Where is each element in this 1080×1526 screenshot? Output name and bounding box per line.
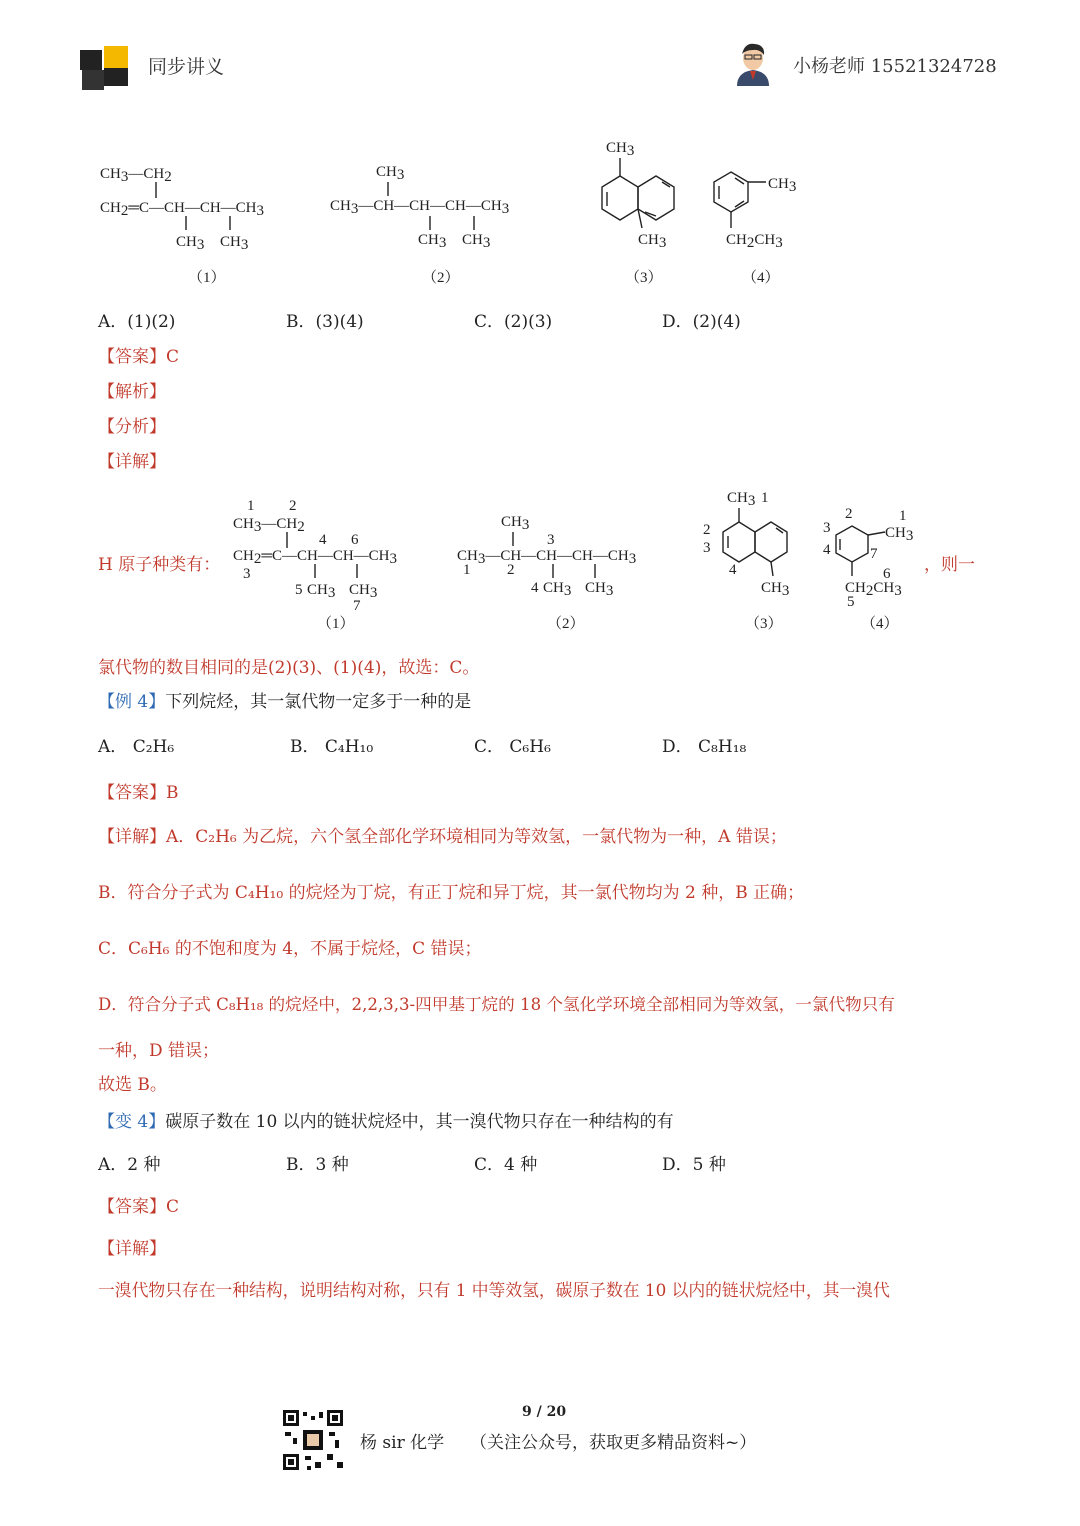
svg-text:1: 1 bbox=[247, 498, 255, 514]
ex3-analysis: 【解析】 bbox=[98, 382, 166, 402]
logo bbox=[80, 42, 136, 90]
option-b: B．(3)(4) bbox=[286, 312, 364, 332]
qr-code bbox=[281, 1408, 345, 1472]
var4-option-d: D．5 种 bbox=[662, 1155, 726, 1175]
svg-text:CH3: CH3 bbox=[307, 582, 336, 601]
var4-option-c: C．4 种 bbox=[474, 1155, 538, 1175]
svg-text:2: 2 bbox=[507, 562, 515, 578]
header-title: 同步讲义 bbox=[148, 56, 225, 78]
svg-text:CH3—CH—CH—CH—CH3: CH3—CH—CH—CH—CH3 bbox=[330, 198, 510, 217]
svg-text:CH3: CH3 bbox=[220, 234, 249, 253]
ex4-answer: 【答案】B bbox=[98, 783, 179, 803]
ex4-detail-d2: 一种，D 错误； bbox=[98, 1041, 220, 1061]
question-structures bbox=[90, 132, 990, 292]
svg-text:4: 4 bbox=[729, 562, 737, 578]
ex4-option-c: C． C₆H₆ bbox=[474, 737, 551, 757]
var4-answer: 【答案】C bbox=[98, 1197, 180, 1217]
ex3-then: ，则一 bbox=[924, 555, 975, 575]
option-c: C．(2)(3) bbox=[474, 312, 553, 332]
var4-explain: 一溴代物只存在一种结构，说明结构对称，只有 1 中等效氢，碳原子数在 10 以内的链状烷烃中，其一溴代 bbox=[98, 1280, 890, 1300]
footer-brand: 杨 sir 化学 bbox=[360, 1433, 445, 1453]
svg-text:1: 1 bbox=[761, 490, 769, 506]
svg-text:CH3: CH3 bbox=[585, 580, 614, 599]
svg-text:CH3—CH2: CH3—CH2 bbox=[100, 166, 172, 185]
svg-text:CH3—CH2: CH3—CH2 bbox=[233, 516, 305, 535]
svg-text:CH2CH3: CH2CH3 bbox=[726, 232, 783, 251]
svg-text:4: 4 bbox=[531, 580, 539, 596]
svg-text:CH3—CH—CH—CH—CH3: CH3—CH—CH—CH—CH3 bbox=[457, 548, 637, 567]
caption-4: （4） bbox=[742, 270, 780, 286]
svg-text:（3）: （3） bbox=[745, 616, 783, 632]
svg-text:CH3: CH3 bbox=[761, 580, 790, 599]
ex4-question-text: 下列烷烃，其一氯代物一定多于一种的是 bbox=[165, 692, 472, 712]
svg-text:CH2═C—CH—CH—CH3: CH2═C—CH—CH—CH3 bbox=[233, 548, 397, 567]
svg-text:CH3: CH3 bbox=[638, 232, 667, 251]
structure-3-naphthalene bbox=[602, 140, 674, 251]
caption-3: （3） bbox=[625, 270, 663, 286]
svg-text:3: 3 bbox=[823, 520, 831, 536]
ex4-detail-c: C．C₆H₆ 的不饱和度为 4，不属于烷烃，C 错误； bbox=[98, 939, 482, 959]
ex3-answer: 【答案】C bbox=[98, 347, 180, 367]
ex4-final: 故选 B。 bbox=[98, 1075, 167, 1095]
var4-option-b: B．3 种 bbox=[286, 1155, 349, 1175]
avatar-icon bbox=[733, 38, 773, 86]
var4-option-a: A．2 种 bbox=[98, 1155, 161, 1175]
svg-text:CH3: CH3 bbox=[885, 525, 914, 544]
svg-text:CH3: CH3 bbox=[376, 164, 405, 183]
teacher-contact: 小杨老师 15521324728 bbox=[793, 56, 997, 77]
h-atom-label: H 原子种类有： bbox=[98, 555, 221, 575]
ex3-detail: 【详解】 bbox=[98, 452, 166, 472]
svg-text:7: 7 bbox=[353, 598, 361, 614]
option-a: A．(1)(2) bbox=[98, 312, 176, 332]
ex3-conclusion: 氯代物的数目相同的是(2)(3)、(1)(4)，故选：C。 bbox=[98, 658, 480, 678]
svg-text:CH3: CH3 bbox=[501, 514, 530, 533]
svg-text:3: 3 bbox=[547, 532, 555, 548]
ex4-detail-a: 【详解】A．C₂H₆ 为乙烷，六个氢全部化学环境相同为等效氢，一氯代物为一种，A 错误； bbox=[98, 827, 787, 847]
annotated-structures bbox=[225, 486, 925, 636]
svg-text:（4）: （4） bbox=[861, 616, 899, 632]
teacher-avatar bbox=[733, 38, 773, 86]
structure-1 bbox=[100, 166, 264, 253]
page-number: 9 / 20 bbox=[522, 1404, 567, 1420]
ex3-fenxi: 【分析】 bbox=[98, 417, 166, 437]
qr-code-icon bbox=[281, 1408, 345, 1472]
svg-text:CH3: CH3 bbox=[543, 580, 572, 599]
svg-text:5: 5 bbox=[847, 594, 855, 610]
svg-text:2: 2 bbox=[845, 506, 853, 522]
svg-text:CH3: CH3 bbox=[349, 582, 378, 601]
svg-text:7: 7 bbox=[870, 546, 878, 562]
svg-text:2: 2 bbox=[703, 522, 711, 538]
svg-text:CH3: CH3 bbox=[768, 176, 797, 195]
svg-text:CH3: CH3 bbox=[727, 490, 756, 509]
svg-text:（2）: （2） bbox=[547, 616, 585, 632]
ex4-detail-b: B．符合分子式为 C₄H₁₀ 的烷烃为丁烷，有正丁烷和异丁烷，其一氯代物均为 2 种，B 正确； bbox=[98, 883, 805, 903]
ex4-question bbox=[98, 687, 471, 712]
svg-text:4: 4 bbox=[823, 542, 831, 558]
ex4-detail-d1: D．符合分子式 C₈H₁₈ 的烷烃中，2,2,3,3-四甲基丁烷的 18 个氢化学环境全部相同为等效氢，一氯代物只有 bbox=[98, 995, 895, 1014]
footer-note: （关注公众号，获取更多精品资料~） bbox=[470, 1433, 757, 1453]
svg-text:3: 3 bbox=[703, 540, 711, 556]
ex4-tag: 【例 4】 bbox=[98, 692, 166, 712]
svg-text:CH3: CH3 bbox=[462, 232, 491, 251]
svg-text:3: 3 bbox=[243, 566, 251, 582]
svg-text:CH3: CH3 bbox=[418, 232, 447, 251]
svg-text:（1）: （1） bbox=[317, 616, 355, 632]
var4-question bbox=[98, 1107, 674, 1132]
svg-text:6: 6 bbox=[883, 566, 891, 582]
svg-text:CH3: CH3 bbox=[176, 234, 205, 253]
caption-1: （1） bbox=[188, 270, 226, 286]
structure-2 bbox=[330, 164, 509, 251]
ex4-option-a: A． C₂H₆ bbox=[98, 737, 175, 757]
svg-text:2: 2 bbox=[289, 498, 297, 514]
option-d: D．(2)(4) bbox=[662, 312, 741, 332]
svg-text:4: 4 bbox=[319, 532, 327, 548]
svg-text:5: 5 bbox=[295, 582, 303, 598]
svg-text:CH2CH3: CH2CH3 bbox=[845, 580, 902, 599]
logo-icon bbox=[80, 42, 136, 90]
var4-question-text: 碳原子数在 10 以内的链状烷烃中，其一溴代物只存在一种结构的有 bbox=[165, 1112, 674, 1132]
caption-2: （2） bbox=[422, 270, 460, 286]
svg-text:6: 6 bbox=[351, 532, 359, 548]
svg-text:1: 1 bbox=[899, 508, 907, 524]
svg-text:1: 1 bbox=[463, 562, 471, 578]
svg-text:CH2═C—CH—CH—CH3: CH2═C—CH—CH—CH3 bbox=[100, 200, 264, 219]
ex4-option-d: D． C₈H₁₈ bbox=[662, 737, 747, 757]
var4-detail: 【详解】 bbox=[98, 1239, 166, 1259]
var4-tag: 【变 4】 bbox=[98, 1112, 166, 1132]
ex4-option-b: B． C₄H₁₀ bbox=[290, 737, 374, 757]
structure-4-benzene bbox=[714, 172, 796, 251]
svg-text:CH3: CH3 bbox=[606, 140, 635, 159]
